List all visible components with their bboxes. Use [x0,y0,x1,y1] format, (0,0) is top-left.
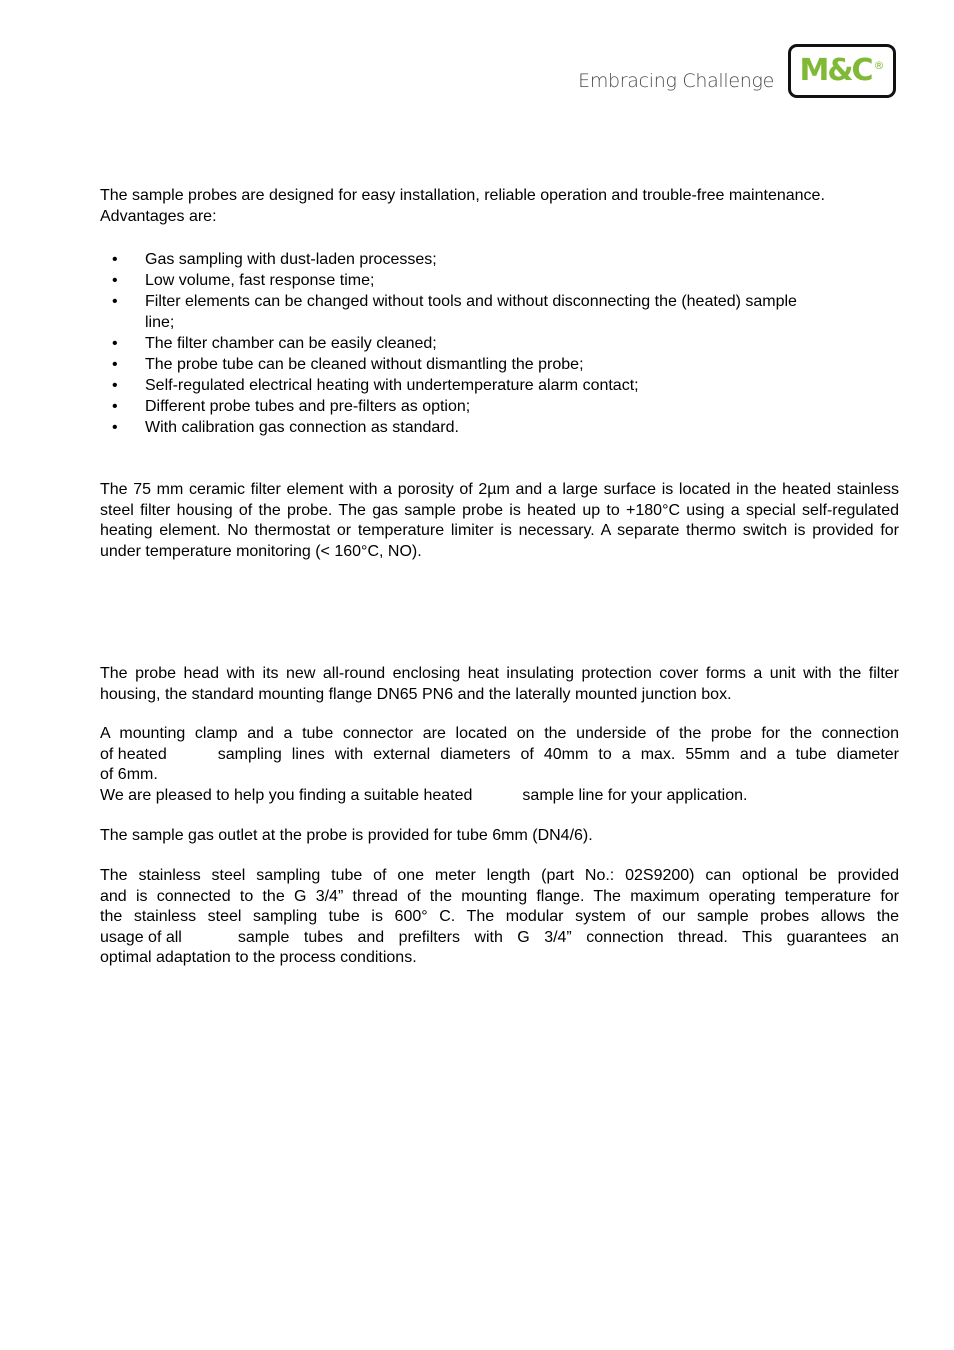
mounting-line-3: of 6mm. [100,766,158,783]
tube-paragraph [100,866,899,969]
outlet-text: The sample gas outlet at the probe is provided for tube 6mm (DN4/6). [100,827,593,844]
page-header [578,44,896,98]
bullet-icon: • [112,293,118,310]
list-item: • With calibration gas connection as standard. [112,419,459,436]
company-tagline: Embracing Challenge [578,69,774,92]
bullet-icon: • [112,335,118,352]
list-item: • Filter elements can be changed without tools and without disconnecting the (heated) sample line; [112,293,797,331]
probe-head-paragraph [100,664,899,705]
filter-text: The 75 mm ceramic filter element with a porosity of 2µm and a large surface is located in the heated stainless steel filter housing of the probe. The gas sample probe is heated up to +180°C using a special self-regulated heating element. No thermostat or temperature limiter is necessary. A separate thermo switch is provided for under temperature monitoring (< 160°C, NO). [100,481,899,560]
list-item: • The probe tube can be cleaned without dismantling the probe; [112,356,584,373]
mounting-line-4: We are pleased to help you finding a suitable heated sample line for your application. [100,786,748,804]
bullet-icon: • [112,419,118,436]
list-item: • Gas sampling with dust-laden processes; [112,251,437,268]
list-item: • The filter chamber can be easily cleaned; [112,335,437,352]
tube-line-1: The stainless steel sampling tube of one meter length (part No.: 02S9200) can optional be provided [100,867,899,884]
probe-head-text: The probe head with its new all-round enclosing heat insulating protection cover forms a unit with the filter housing, the standard mounting flange DN65 PN6 and the laterally mounted junction box. [100,665,899,703]
mounting-line-2: of heated sampling lines with external diameters of 40mm to a max. 55mm and a tube diameter [100,745,899,763]
bullet-icon: • [112,356,118,373]
bullet-icon: • [112,251,118,268]
logo-text: M&C [799,53,872,88]
filter-paragraph [100,480,899,562]
outlet-paragraph [100,826,899,847]
bullet-icon: • [112,377,118,394]
tube-line-5: optimal adaptation to the process conditions. [100,949,417,966]
list-item: • Different probe tubes and pre-filters as option; [112,398,471,415]
list-item: • Self-regulated electrical heating with undertemperature alarm contact; [112,377,639,394]
bullet-icon: • [112,398,118,415]
registered-mark: ® [873,58,885,72]
bullet-icon: • [112,272,118,289]
advantages-list [100,249,899,438]
mounting-line-1: A mounting clamp and a tube connector are located on the underside of the probe for the connection [100,725,899,742]
intro-paragraph [100,186,899,227]
mounting-paragraph [100,724,899,806]
intro-line-2: Advantages are: [100,207,217,225]
list-item: • Low volume, fast response time; [112,272,375,289]
tube-line-4: usage of all sample tubes and prefilters with G 3/4” connection thread. This guarantees an [100,928,899,946]
mc-logo [788,44,896,98]
tube-line-3: the stainless steel sampling tube is 600° C. The modular system of our sample probes allows the [100,908,899,925]
intro-line-1: The sample probes are designed for easy installation, reliable operation and trouble-free maintenance. [100,187,825,204]
tube-line-2: and is connected to the G 3/4” thread of the mounting flange. The maximum operating temperature for [100,887,899,905]
